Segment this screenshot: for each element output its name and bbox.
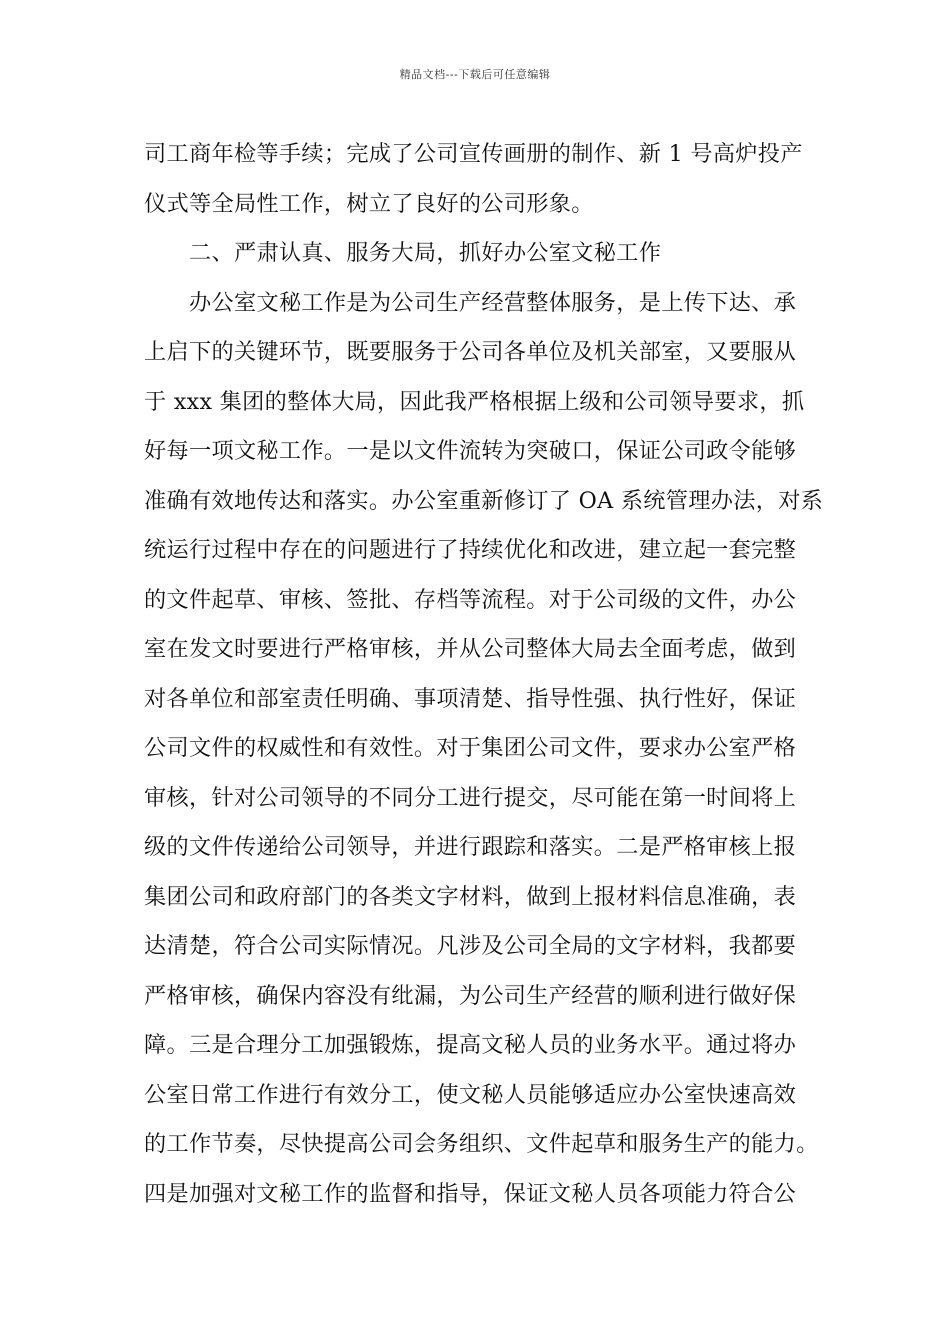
text-line: 办公室文秘工作是为公司生产经营整体服务，是上传下达、承 (189, 289, 797, 316)
text-line: 四是加强对文秘工作的监督和指导，保证文秘人员各项能力符合公 (144, 1180, 797, 1207)
page-header: 精品文档---下载后可任意编辑 (399, 68, 551, 81)
text-line: 障。三是合理分工加强锻炼，提高文秘人员的业务水平。通过将办 (144, 1032, 797, 1058)
text-line: 好每一项文秘工作。一是以文件流转为突破口，保证公司政令能够 (144, 438, 797, 464)
text-line: 对各单位和部室责任明确、事项清楚、指导性强、执行性好，保证 (144, 685, 797, 712)
text-line: 达清楚，符合公司实际情况。凡涉及公司全局的文字材料，我都要 (144, 933, 797, 959)
text-line: 级的文件传递给公司领导，并进行跟踪和落实。二是严格审核上报 (144, 834, 797, 860)
text-line: 公室日常工作进行有效分工，使文秘人员能够适应办公室快速高效 (144, 1081, 797, 1108)
text-line: 审核，针对公司领导的不同分工进行提交，尽可能在第一时间将上 (144, 784, 797, 811)
text-line: 于 xxx 集团的整体大局，因此我严格根据上级和公司领导要求，抓 (144, 388, 805, 415)
text-line: 的文件起草、审核、签批、存档等流程。对于公司级的文件，办公 (144, 586, 797, 613)
text-line: 的工作节奏，尽快提高公司会务组织、文件起草和服务生产的能力。 (144, 1131, 819, 1157)
text-line: 严格审核，确保内容没有纰漏，为公司生产经营的顺利进行做好保 (144, 982, 797, 1009)
text-line: 统运行过程中存在的问题进行了持续优化和改进，建立起一套完整 (144, 537, 797, 563)
text-line: 司工商年检等手续；完成了公司宣传画册的制作、新 1 号高炉投产 (144, 141, 803, 167)
document-body (144, 130, 824, 1219)
text-line: 准确有效地传达和落实。办公室重新修订了 OA 系统管理办法，对系 (144, 487, 824, 514)
text-line: 仪式等全局性工作，树立了良好的公司形象。 (144, 190, 594, 217)
text-line: 上启下的关键环节，既要服务于公司各单位及机关部室，又要服从 (144, 339, 797, 365)
text-line: 室在发文时要进行严格审核，并从公司整体大局去全面考虑，做到 (144, 636, 797, 662)
text-line: 二、严肃认真、服务大局，抓好办公室文秘工作 (189, 240, 662, 266)
text-line: 公司文件的权威性和有效性。对于集团公司文件，要求办公室严格 (144, 735, 797, 761)
text-line: 集团公司和政府部门的各类文字材料，做到上报材料信息准确，表 (144, 883, 797, 910)
